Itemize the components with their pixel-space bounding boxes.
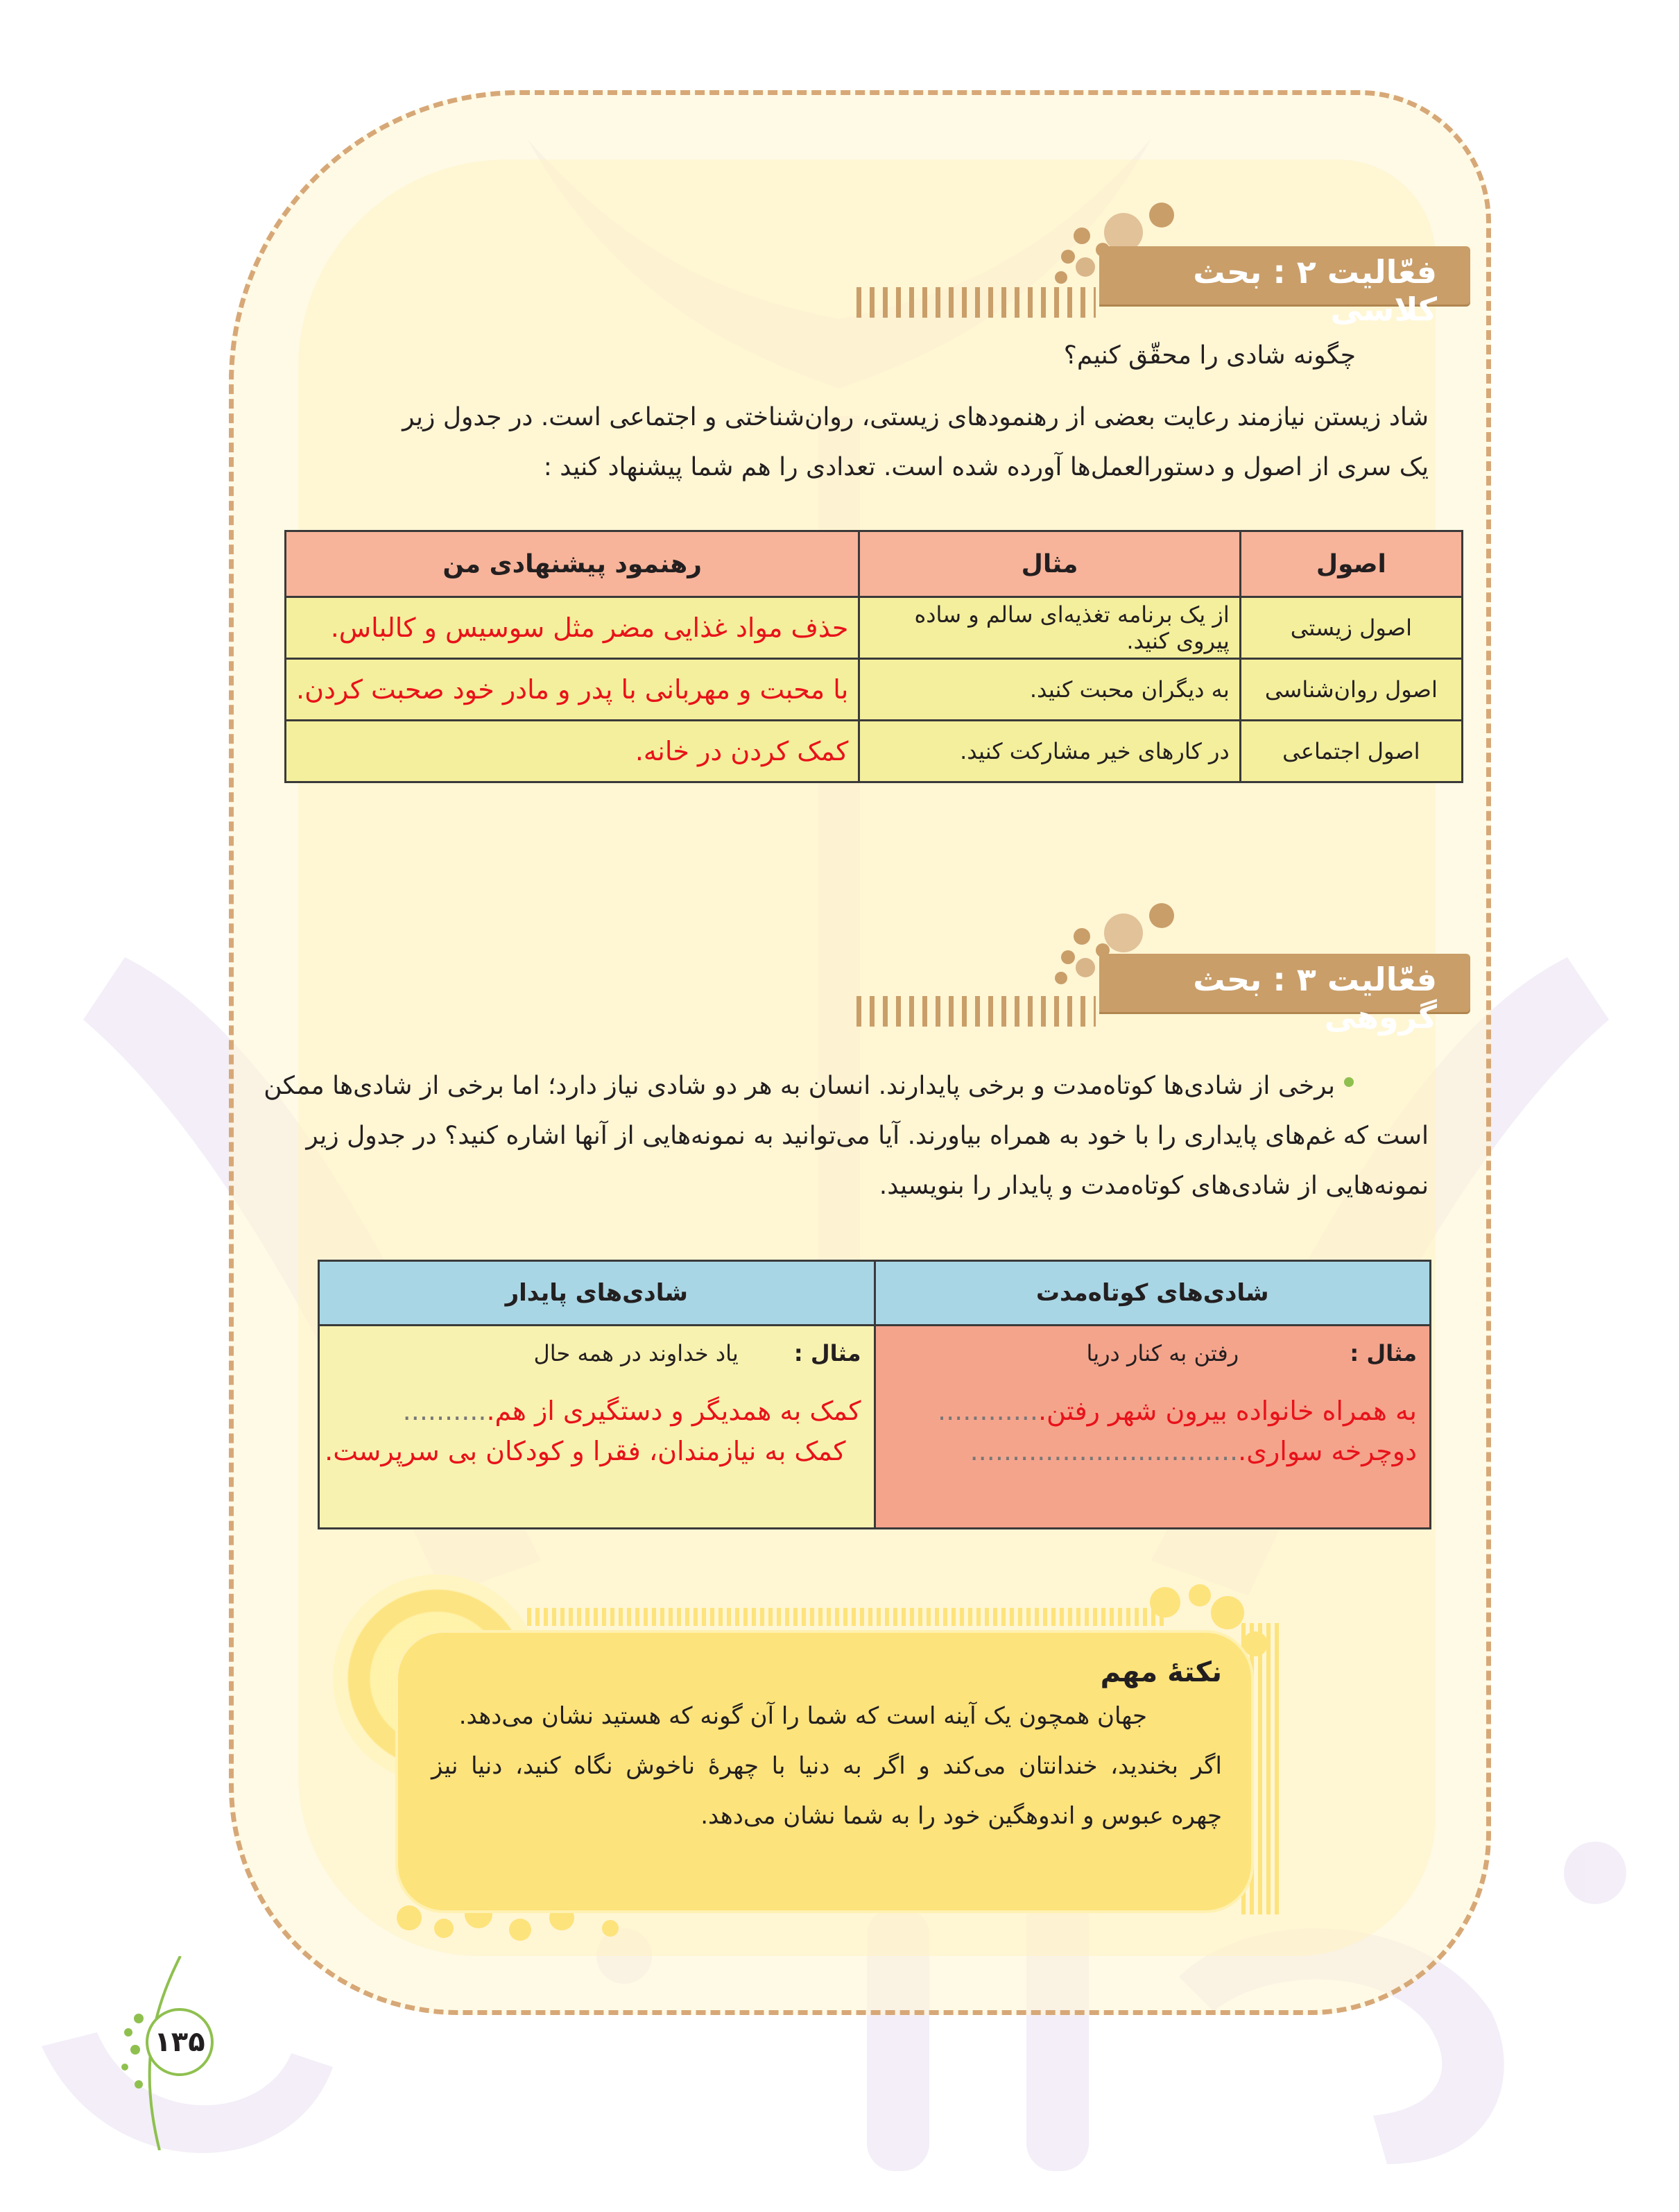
header-long-term: شادی‌های پایدار bbox=[319, 1261, 875, 1326]
activity2-title: فعّالیت ۲ : بحث کلاسی bbox=[1193, 253, 1437, 328]
table-row bbox=[286, 659, 1463, 721]
long-term-cell[interactable]: مثال : یاد خداوند در همه حال کمک به همدیگر و دستگیری از هم........... کمک به نیازمندان، فقرا و کودکان بی سرپرست. bbox=[319, 1326, 875, 1529]
short-term-answer: دوچرخه سواری. bbox=[1238, 1436, 1417, 1466]
example-cell: به دیگران محبت کنید. bbox=[859, 659, 1240, 721]
activity2-question: چگونه شادی را محقّق کنیم؟ bbox=[1063, 341, 1356, 370]
short-term-answer: به همراه خانواده بیرون شهر رفتن. bbox=[1037, 1396, 1417, 1426]
page-number: ۱۳۵ bbox=[146, 2008, 214, 2076]
table-header-row bbox=[319, 1261, 1431, 1326]
activity3-paragraph-line1: برخی از شادی‌ها کوتاه‌مدت و برخی پایدارند. انسان به هر دو شادی نیاز دارد؛ اما برخی از شادی‌ها ممکن bbox=[264, 1072, 1335, 1100]
note-line2: اگر بخندید، خندانتان می‌کند و اگر به دنیا با چهرۀ ناخوش نگاه کنید، دنیا نیز bbox=[431, 1752, 1222, 1780]
table-header-row bbox=[286, 531, 1463, 597]
long-term-example: یاد خداوند در همه حال bbox=[533, 1340, 739, 1366]
principle-cell: اصول روان‌شناسی bbox=[1240, 659, 1462, 721]
example-label: مثال : bbox=[1350, 1340, 1417, 1366]
note-title: نکتۀ مهم bbox=[1100, 1656, 1222, 1688]
header-principle: اصول bbox=[1240, 531, 1462, 597]
table-row bbox=[319, 1326, 1431, 1529]
activity2-header bbox=[1099, 246, 1470, 328]
activity2-paragraph-line2: یک سری از اصول و دستورالعمل‌ها آورده شده است. تعدادی را هم شما پیشنهاد کنید : bbox=[543, 453, 1429, 481]
example-cell: در کارهای خیر مشارکت کنید. bbox=[859, 721, 1240, 782]
table-row bbox=[286, 721, 1463, 782]
header-short-term: شادی‌های کوتاه‌مدت bbox=[875, 1261, 1431, 1326]
note-line3: چهره عبوس و اندوهگین خود را به شما نشان می‌دهد. bbox=[700, 1802, 1222, 1830]
example-label: مثال : bbox=[793, 1340, 861, 1366]
short-term-example: رفتن به کنار دریا bbox=[1086, 1340, 1239, 1366]
short-term-cell[interactable]: مثال : رفتن به کنار دریا به همراه خانواده بیرون شهر رفتن............. دوچرخه سواری................................. bbox=[875, 1326, 1431, 1529]
suggestion-cell[interactable]: حذف مواد غذایی مضر مثل سوسیس و کالباس. bbox=[286, 597, 859, 659]
happiness-table bbox=[318, 1260, 1431, 1529]
suggestion-cell[interactable]: با محبت و مهربانی با پدر و مادر خود صحبت کردن. bbox=[286, 659, 859, 721]
table-row bbox=[286, 597, 1463, 659]
example-cell: از یک برنامه تغذیه‌ای سالم و ساده پیروی کنید. bbox=[859, 597, 1240, 659]
important-note-box bbox=[395, 1630, 1254, 1913]
bullet-icon bbox=[1344, 1077, 1354, 1087]
long-term-answer: کمک به همدیگر و دستگیری از هم. bbox=[486, 1396, 861, 1426]
note-line1: جهان همچون یک آینه است که شما را آن گونه که هستید نشان می‌دهد. bbox=[458, 1702, 1147, 1730]
note-stripes bbox=[527, 1608, 1165, 1626]
activity3-header bbox=[1099, 954, 1470, 1036]
header-suggestion: رهنمود پیشنهادی من bbox=[286, 531, 859, 597]
activity3-paragraph-line3: نمونه‌هایی از شادی‌های کوتاه‌مدت و پایدار را بنویسید. bbox=[879, 1172, 1429, 1200]
long-term-answer: کمک به نیازمندان، فقرا و کودکان بی سرپرست. bbox=[325, 1436, 846, 1466]
principle-cell: اصول اجتماعی bbox=[1240, 721, 1462, 782]
activity2-paragraph-line1: شاد زیستن نیازمند رعایت بعضی از رهنمودهای زیستی، روان‌شناختی و اجتماعی است. در جدول زیر bbox=[402, 403, 1429, 431]
activity3-paragraph-line2: است که غم‌های پایداری را با خود به همراه بیاورند. آیا می‌توانید به نمونه‌هایی از آنها اشاره کنید؟ در جدول زیر bbox=[306, 1122, 1429, 1150]
activity3-title: فعّالیت ۳ : بحث گروهی bbox=[1193, 961, 1437, 1036]
header-ticks bbox=[856, 996, 1096, 1027]
suggestion-cell[interactable]: کمک کردن در خانه. bbox=[286, 721, 859, 782]
header-ticks bbox=[856, 287, 1096, 318]
header-example: مثال bbox=[859, 531, 1240, 597]
principle-cell: اصول زیستی bbox=[1240, 597, 1462, 659]
principles-table bbox=[284, 530, 1463, 783]
